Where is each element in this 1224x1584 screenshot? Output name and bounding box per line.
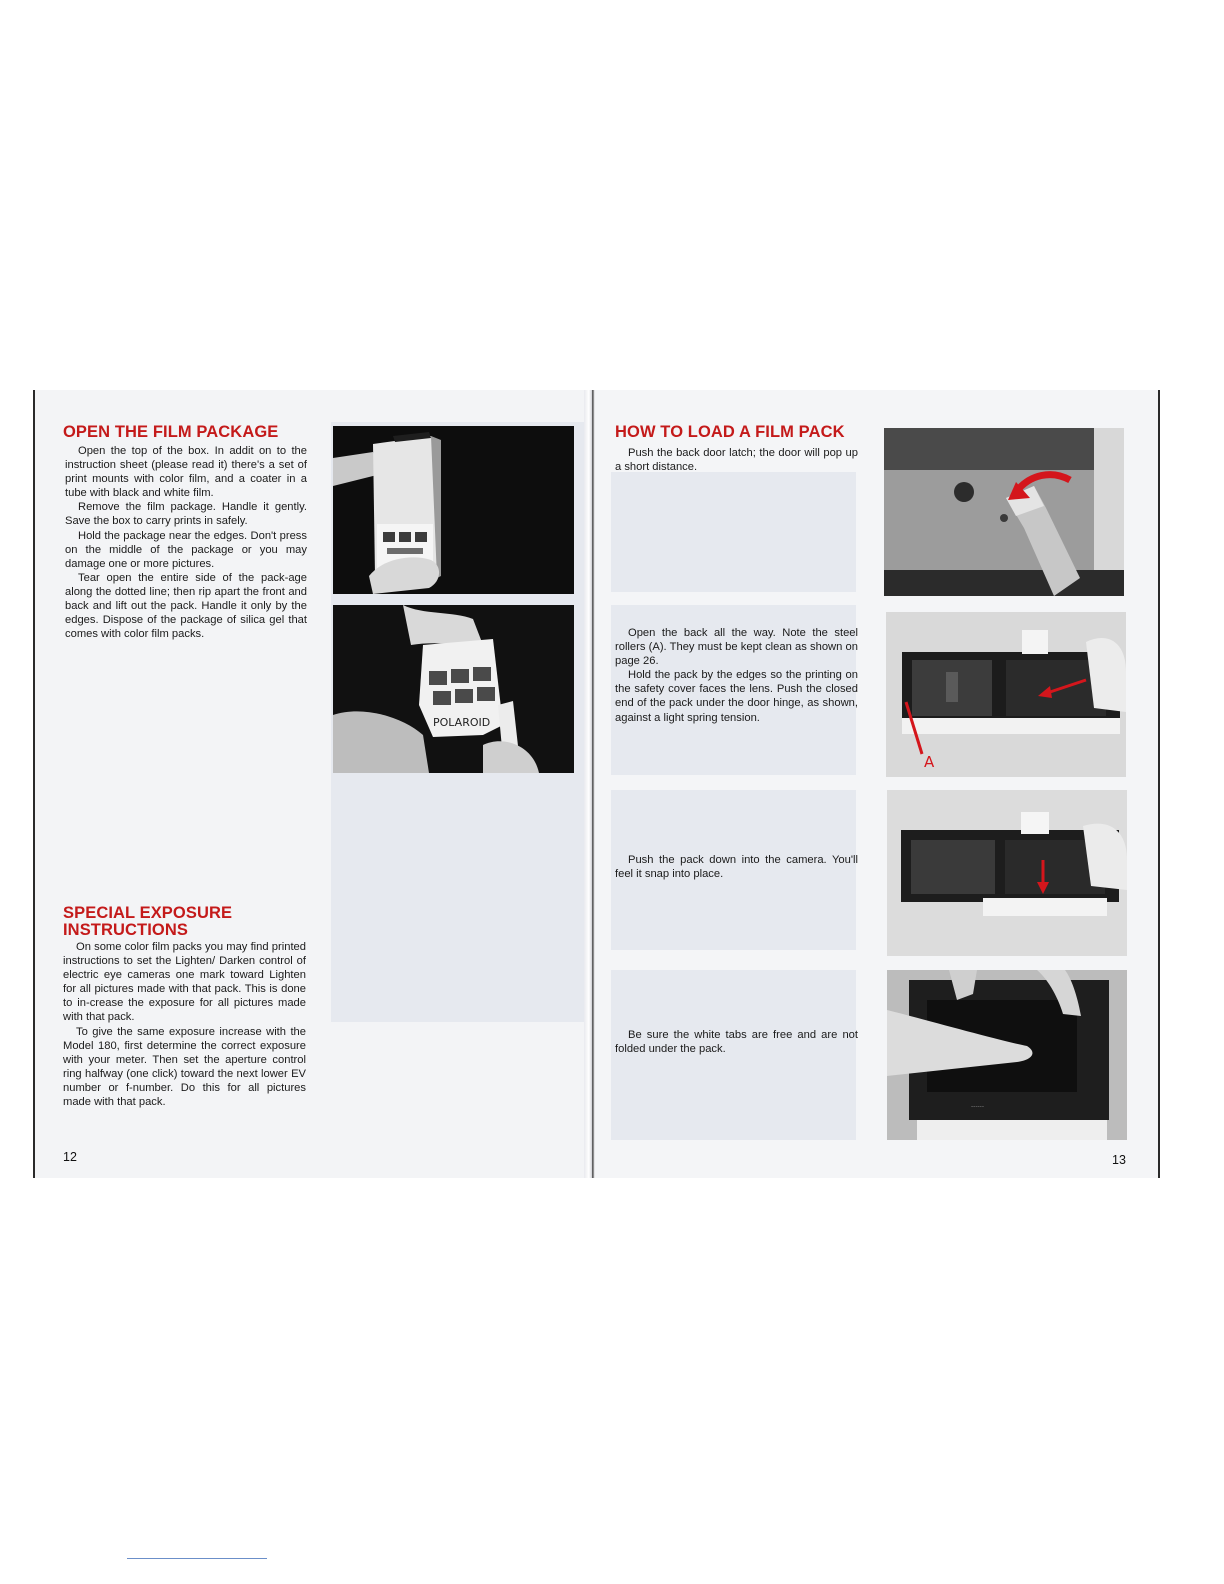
heading-line: SPECIAL EXPOSURE	[63, 904, 233, 922]
left-page-edge	[33, 390, 35, 1178]
paragraph: Tear open the entire side of the pack-age along the dotted line; then rip apart the front and back and lift out the pack. Handle it only by the edges. Dispose of the package of silica gel that comes with color film packs.	[65, 571, 307, 641]
page-number-13: 13	[1112, 1153, 1126, 1167]
heading-line: INSTRUCTIONS	[63, 921, 188, 939]
step-3-text	[615, 853, 858, 881]
section-heading-special-exposure	[63, 905, 232, 939]
right-page-edge	[1158, 390, 1160, 1178]
paragraph: Push the back door latch; the door will pop up a short distance.	[615, 447, 858, 474]
heading-text: OPEN THE FILM PACKAGE	[63, 423, 279, 441]
paragraph: Open the back all the way. Note the steel rollers (A). They must be kept clean as shown on page 26.	[615, 627, 858, 668]
open-package-text	[65, 444, 307, 641]
photo-tear-package-image	[333, 605, 574, 773]
paragraph: Be sure the white tabs are free and are not folded under the pack.	[615, 1029, 858, 1056]
booklet-spread	[33, 390, 1160, 1178]
paragraph: On some color film packs you may find printed instructions to set the Lighten/ Darken control of electric eye cameras one mark toward Lighten for all pictures made with that pack. This is done to in-crease the exposure for all pictures made with that pack.	[63, 941, 306, 1024]
paragraph: To give the same exposure increase with the Model 180, first determine the correct exposure with your meter. Then set the aperture control ring halfway (one click) toward the next lower EV number or f-number. Do this for all pictures made with that pack.	[63, 1025, 306, 1109]
paragraph: Remove the film package. Handle it gently. Save the box to carry prints in safely.	[65, 501, 307, 528]
photo-white-tabs	[887, 970, 1127, 1140]
photo-tear-package	[333, 605, 574, 773]
svg-text:------: ------	[971, 1103, 984, 1110]
heading-text: HOW TO LOAD A FILM PACK	[615, 423, 845, 441]
photo-pack-down-image	[887, 790, 1127, 956]
page-number-12: 12	[63, 1150, 77, 1164]
footer-rule	[127, 1558, 267, 1559]
callout-label-a: A	[924, 753, 935, 771]
svg-text:POLAROID: POLAROID	[433, 716, 491, 729]
paragraph: Open the top of the box. In addit on to the instruction sheet (please read it) there's a set of print mounts with color film, and a coater in a tube with black and white film.	[65, 445, 307, 500]
left-page	[33, 390, 588, 1178]
paragraph: Hold the package near the edges. Don't press on the middle of the package or you may damage one or more pictures.	[65, 529, 307, 570]
paragraph: Push the pack down into the camera. You'll feel it snap into place.	[615, 854, 858, 881]
step-2-text	[615, 626, 858, 725]
photo-door-latch	[884, 428, 1124, 596]
section-heading-open-film-package	[63, 424, 278, 441]
paragraph: Hold the pack by the edges so the printing on the safety cover faces the lens. Push the closed end of the pack under the door hinge, as shown, against a light spring tension.	[615, 669, 858, 724]
photo-open-box-image	[333, 426, 574, 594]
step-1-text	[615, 446, 858, 474]
photo-white-tabs-image	[887, 970, 1127, 1140]
section-heading-load-film-pack	[615, 424, 845, 441]
photo-open-back	[886, 612, 1126, 777]
photo-pack-down	[887, 790, 1127, 956]
step-4-text	[615, 1028, 858, 1056]
photo-open-box	[333, 426, 574, 594]
show-through-block	[611, 472, 856, 592]
special-exposure-text	[63, 940, 306, 1109]
right-page	[595, 390, 1160, 1178]
photo-open-back-image	[886, 612, 1126, 777]
photo-door-latch-image	[884, 428, 1124, 596]
